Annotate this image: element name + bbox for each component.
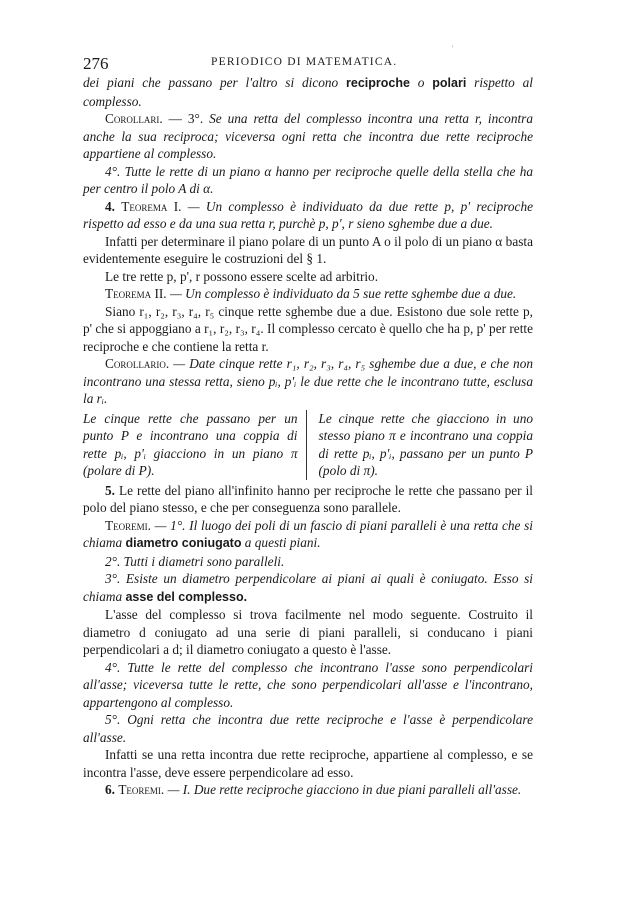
page-header	[83, 52, 533, 74]
paragraph-reciproche	[83, 74, 533, 110]
text: 3°. Esiste un diametro perpendicolare ai piani ai quali è coniugato. Esso si chiama	[83, 571, 533, 604]
text: — Un complesso è individuato da due rette p, p' reciproche rispetto ad esso e da una sua retta r, purchè p, p', r sieno sghembe due a due.	[83, 198, 534, 231]
text: dei piani che passano per l'altro si dicono	[83, 75, 339, 90]
text: Se una retta del complesso incontra una retta r, incontra anche la sua reciproca; viceversa ogni retta che incontra due rette reciproche appartiene al complesso.	[83, 111, 533, 161]
teoremi-label: Teoremi.	[105, 517, 151, 533]
teoremi-label: Teoremi.	[118, 782, 165, 797]
infatti-paragraph: Infatti per determinare il piano polare di un punto A o il polo di un piano α basta evidentemente eseguire le costruzioni del § 1.	[83, 233, 533, 266]
section-number: 5.	[105, 482, 115, 498]
section-6-paragraph	[83, 781, 533, 799]
le-tre-paragraph: Le tre rette p, p', r possono essere scelte ad arbitrio.	[105, 268, 379, 284]
page	[83, 52, 533, 799]
scan-mark: '	[452, 44, 454, 53]
teoremi-1-paragraph	[83, 517, 533, 553]
text: Le rette del piano all'infinito hanno per reciproche le rette che passano per il polo del piano stesso, e che per conseguenza sono parallele.	[83, 482, 533, 515]
teoremi-4: 4°. Tutte le rette del complesso che incontrano l'asse sono perpendicolari all'asse; viceversa tutte le rette, che sono perpendicolari all'asse e l'incontrano, appartengono al complesso.	[83, 659, 533, 710]
teorema-2-paragraph	[83, 285, 533, 303]
theorem-label: Teorema II.	[105, 286, 167, 301]
column-right: Le cinque rette che giacciono in uno stesso piano π e incontrano una coppia di rette pᵢ, p'ᵢ, passano per un punto P (polo di π).	[306, 410, 534, 480]
keyword-reciproche: reciproche	[346, 76, 410, 90]
text: — I. Due rette reciproche giacciono in due piani paralleli all'asse.	[167, 782, 522, 797]
two-column-block	[83, 410, 533, 480]
teoremi-3-paragraph	[83, 570, 533, 606]
text: rispetto al complesso.	[83, 75, 533, 109]
corollari-paragraph	[83, 110, 533, 163]
section-number: 4.	[105, 198, 115, 214]
corollario-paragraph	[83, 355, 533, 408]
asse-paragraph: L'asse del complesso si trova facilmente nel modo seguente. Costruito il diametro d coniugato ad una serie di piani paralleli, si conducano i piani perpendicolari a d; il diametro coniugato a questo è l'asse.	[83, 607, 533, 657]
text: a questi piani.	[244, 535, 321, 550]
theorem-label: Teorema I.	[121, 198, 182, 214]
corollario-label: Corollario.	[105, 356, 170, 371]
keyword-polari: polari	[432, 76, 467, 90]
keyword-diametro-coniugato: diametro coniugato	[125, 536, 242, 550]
page-number: 276	[83, 54, 109, 73]
siano-paragraph: Siano r₁, r₂, r₃, r₄, r₅ cinque rette sghembe due a due. Esistono due sole rette p, p' che si appoggiano a r₁, r₂, r₃, r₄. Il complesso cercato è quello che ha p, p' per rette reciproche e che contiene la retta r.	[83, 303, 533, 354]
teorema-1-paragraph	[83, 198, 533, 233]
text: — 1°. Il luogo dei poli di un fascio di piani paralleli è una retta che si chiama	[83, 517, 533, 550]
text: o	[417, 75, 425, 90]
corollari-label: Corollari.	[105, 111, 163, 126]
corollario-4: 4°. Tutte le rette di un piano α hanno per reciproche quelle della stella che ha per centro il polo A di α.	[83, 163, 533, 196]
text: — Date cinque rette r₁, r₂, r₃, r₄, r₅ sghembe due a due, e che non incontrano una stessa retta, sieno pᵢ, p'ᵢ le due rette che le incontrano tutte, esclusa la rᵢ.	[83, 356, 533, 406]
section-number: 6.	[105, 782, 115, 797]
text: — Un complesso è individuato da 5 sue rette sghembe due a due.	[169, 286, 517, 301]
infatti-2-paragraph: Infatti se una retta incontra due rette reciproche, appartiene al complesso, e se incontra l'asse, deve essere perpendicolare ad esso.	[83, 747, 533, 780]
section-5-paragraph	[83, 482, 533, 517]
column-left: Le cinque rette che passano per un punto P e incontrano una coppia di rette pᵢ, p'ᵢ giacciono in un piano π (polare di P).	[83, 410, 298, 478]
keyword-asse-del-complesso: asse del complesso.	[125, 589, 248, 604]
running-head: PERIODICO DI MATEMATICA.	[211, 56, 398, 68]
teoremi-5: 5°. Ogni retta che incontra due rette reciproche e l'asse è perpendicolare all'asse.	[83, 712, 533, 745]
teoremi-2: 2°. Tutti i diametri sono paralleli.	[105, 553, 285, 569]
text: — 3°.	[168, 111, 204, 126]
